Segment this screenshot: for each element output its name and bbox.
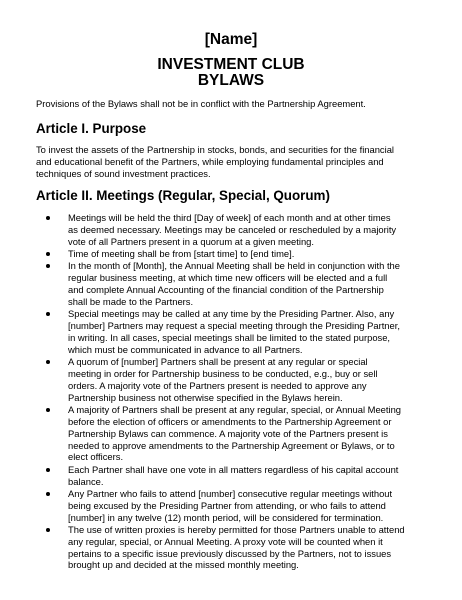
bylaws-title: BYLAWS [197,72,265,89]
bullet-line: balance. [68,475,104,487]
bullet-dot-icon [46,408,50,412]
bullet-item [36,308,456,355]
bullet-item [36,524,456,571]
paragraph-line: and educational benefit of the Partners, while employing fundamental principles and [36,155,384,167]
bullet-line: Time of meeting shall be from [start time] to [end time]. [68,248,295,260]
bullet-dot-icon [46,264,50,268]
bullet-item [36,488,456,524]
bullet-line: Meetings will be held the third [Day of week] of each month and at other times [68,212,391,223]
bullet-line: A majority of Partners shall be present at any regular, special, or Annual Meeting [68,404,401,415]
bullet-line: [number] in any twelve (12) month period, will be considered for termination. [68,511,384,523]
bullet-line: being excused by the Presiding Partner from attending, or who fails to attend [68,499,386,511]
bullet-line: which must be communicated in advance to all Partners. [68,343,303,355]
bullet-line: orders. A majority vote of the Partners present is needed to approve any [68,379,367,391]
bullet-dot-icon [46,528,50,532]
bullet-line: meeting in order for Partnership business to be conducted, e.g., buy or sell [68,367,378,379]
bullet-line: Each Partner shall have one vote in all matters regardless of his capital account [68,463,399,475]
paragraph-line: techniques of sound investment practices. [36,167,211,179]
bullet-line: brought up and decided at the missed monthly meeting. [68,559,299,571]
bullet-line: and complete Annual Accounting of the financial condition of the Partnership [68,284,384,296]
article-1-heading: Article I. Purpose [36,121,147,136]
bullet-dot-icon [46,492,50,496]
bullet-line: Partnership Bylaws can commence. A majority vote of the Partners present is [68,427,388,439]
paragraph-line: To invest the assets of the Partnership in stocks, bonds, and securities for the financial [36,144,395,155]
bullet-item [36,464,456,488]
bullet-line: needed to approve amendments to the Partnership Agreement or Bylaws, or to [68,439,395,451]
bullet-item [36,404,456,463]
bullet-line: A quorum of [number] Partners shall be present at any regular or special [68,356,368,368]
bullet-dot-icon [46,312,50,316]
bullet-line: In the month of [Month], the Annual Meeting shall be held in conjunction with the [68,260,400,272]
bullet-line: Partnership business not otherwise specified in the Bylaws herein. [68,391,343,403]
intro-text: Provisions of the Bylaws shall not be in conflict with the Partnership Agreement. [36,98,366,109]
club-title: INVESTMENT CLUB [157,56,305,73]
bullet-line: before the election of officers or amendments to the Partnership Agreement or [68,415,392,427]
article-2-heading: Article II. Meetings (Regular, Special, Quorum) [36,188,330,203]
bullet-line: regular business meeting, at which time new officers will be elected and a full [68,272,388,284]
bullet-dot-icon [46,468,50,472]
bullet-item [36,212,456,248]
bullet-line: in writing. In all cases, special meetings shall be limited to the stated purpose, [68,331,391,343]
bullet-line: vote of all Partners present in a quorum at a given meeting. [68,235,314,247]
bullet-item [36,356,456,403]
bullet-line: Special meetings may be called at any time by the Presiding Partner. Also, any [68,308,395,320]
bullet-item [36,260,456,307]
bullet-line: [number] Partners may request a special meeting through the Presiding Partner, [68,320,400,332]
bullet-dot-icon [46,360,50,364]
bullet-line: The use of written proxies is hereby permitted for those Partners unable to attend [68,523,405,535]
bullet-item [36,248,456,260]
bullet-line: shall be made to the Partners. [68,295,194,307]
article-1-paragraph [36,144,436,180]
bullet-line: as deemed necessary. Meetings may be canceled or rescheduled by a majority [68,223,397,235]
bullet-line: Any Partner who fails to attend [number] consecutive regular meetings without [68,487,393,499]
name-placeholder-title: [Name] [204,31,258,48]
bullet-line: any regular, special, or Annual Meeting. A proxy vote will be counted when it [68,535,383,547]
bullet-line: elect officers. [68,451,124,463]
meetings-bullet-list [36,212,456,572]
bullet-dot-icon [46,216,50,220]
bullet-dot-icon [46,252,50,256]
bullet-line: pertains to a specific issue previously discussed by the Partners, not to issues [68,547,392,559]
